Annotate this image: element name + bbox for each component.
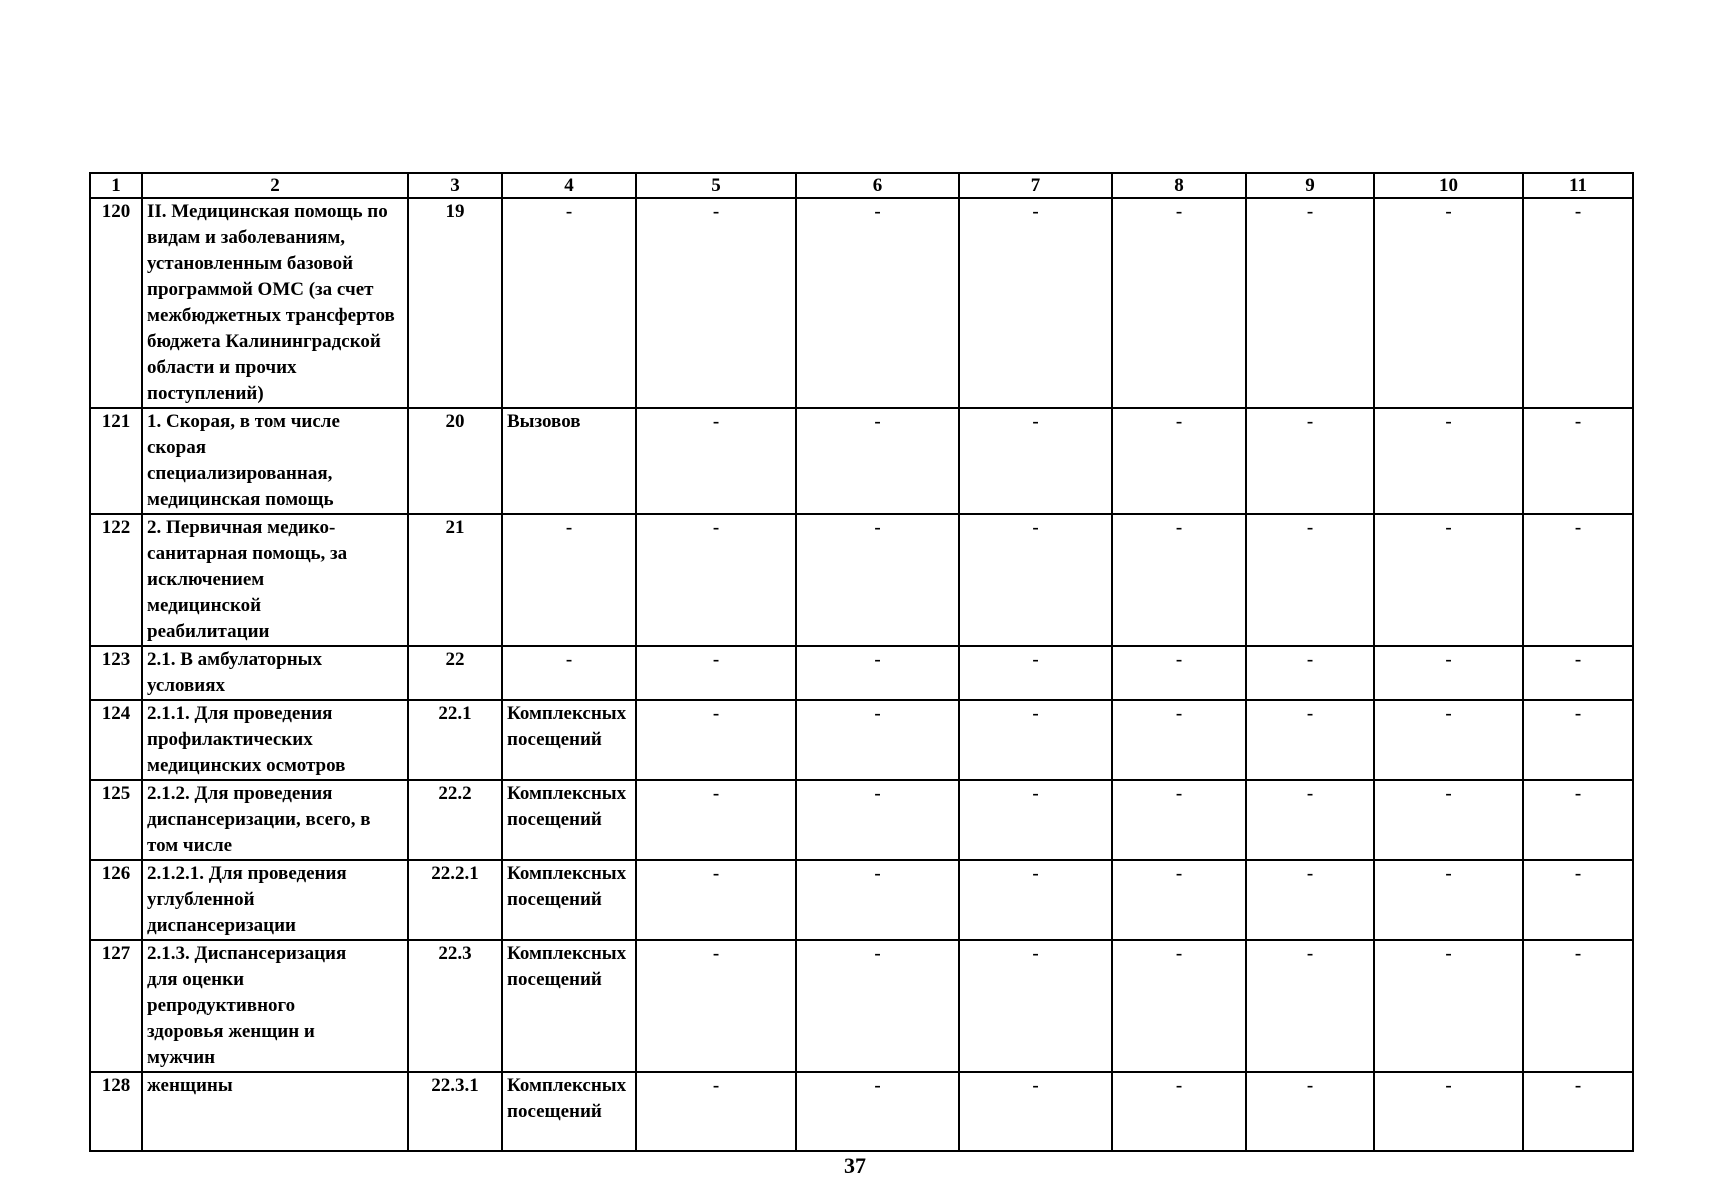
row-unit-cell-text: Комплексных посещений [507, 943, 627, 990]
row-value-cell: - [959, 1072, 1112, 1151]
row-value-cell: - [1112, 408, 1246, 514]
column-header: 3 [408, 173, 502, 198]
row-value-cell: - [796, 780, 959, 860]
row-value-cell: - [636, 408, 796, 514]
table-row [90, 1072, 1633, 1151]
row-value-cell: - [1374, 514, 1523, 646]
row-unit-cell [502, 780, 636, 860]
row-value-cell: - [796, 1072, 959, 1151]
row-unit-cell-text: Комплексных посещений [507, 863, 627, 910]
row-value-cell: - [1112, 700, 1246, 780]
row-value-cell: - [1246, 860, 1374, 940]
row-name-cell-text: II. Медицинская помощь по видам и заболеваниям, установленным базовой программой ОМС (за счет межбюджетных трансфертов бюджета Калининградской области и прочих поступлений) [147, 201, 395, 404]
row-code-cell: 22 [408, 646, 502, 700]
row-value-cell: - [636, 860, 796, 940]
row-value-cell: - [636, 940, 796, 1072]
row-value-cell: - [796, 940, 959, 1072]
row-name-cell-text: 2.1.2.1. Для проведения углубленной диспансеризации [147, 863, 347, 936]
column-header: 1 [90, 173, 142, 198]
row-value-cell: - [1374, 1072, 1523, 1151]
row-code-cell: 21 [408, 514, 502, 646]
data-table [89, 172, 1634, 1152]
row-name-cell-text: женщины [147, 1075, 233, 1096]
row-value-cell: - [1523, 1072, 1633, 1151]
row-value-cell: - [1523, 408, 1633, 514]
row-value-cell: - [796, 514, 959, 646]
row-unit-cell-text: Вызовов [507, 411, 581, 432]
row-value-cell: - [1246, 1072, 1374, 1151]
row-name-cell-text: 2.1. В амбулаторных условиях [147, 649, 323, 696]
row-value-cell: - [636, 646, 796, 700]
column-header: 4 [502, 173, 636, 198]
row-value-cell: - [1246, 940, 1374, 1072]
column-header: 5 [636, 173, 796, 198]
row-name-cell [142, 514, 408, 646]
row-name-cell [142, 646, 408, 700]
row-unit-cell [502, 940, 636, 1072]
row-name-cell-text: 2. Первичная медико-санитарная помощь, за исключением медицинской реабилитации [147, 517, 348, 642]
row-value-cell: - [796, 198, 959, 408]
row-number-cell: 122 [90, 514, 142, 646]
column-header: 2 [142, 173, 408, 198]
row-name-cell [142, 1072, 408, 1151]
table-row [90, 780, 1633, 860]
row-value-cell: - [1112, 1072, 1246, 1151]
row-value-cell: - [636, 198, 796, 408]
row-value-cell: - [1112, 780, 1246, 860]
row-value-cell: - [959, 408, 1112, 514]
column-header: 6 [796, 173, 959, 198]
row-value-cell: - [1523, 514, 1633, 646]
table-row [90, 198, 1633, 408]
row-name-cell [142, 700, 408, 780]
row-value-cell: - [1112, 198, 1246, 408]
row-name-cell [142, 198, 408, 408]
page-number: 37 [844, 1153, 866, 1178]
row-name-cell [142, 860, 408, 940]
row-value-cell: - [959, 700, 1112, 780]
table-row [90, 514, 1633, 646]
row-unit-cell [502, 408, 636, 514]
row-value-cell: - [1523, 780, 1633, 860]
row-name-cell-text: 1. Скорая, в том числе скорая специализированная, медицинская помощь [147, 411, 340, 510]
table-row [90, 408, 1633, 514]
row-unit-cell: - [502, 514, 636, 646]
row-name-cell [142, 940, 408, 1072]
row-code-cell: 22.3 [408, 940, 502, 1072]
column-header: 11 [1523, 173, 1633, 198]
row-number-cell: 120 [90, 198, 142, 408]
row-value-cell: - [1246, 780, 1374, 860]
row-value-cell: - [636, 700, 796, 780]
row-value-cell: - [796, 860, 959, 940]
row-number-cell: 126 [90, 860, 142, 940]
row-number-cell: 121 [90, 408, 142, 514]
row-value-cell: - [1523, 700, 1633, 780]
row-unit-cell-text: Комплексных посещений [507, 1075, 627, 1122]
row-unit-cell-text: Комплексных посещений [507, 703, 627, 750]
row-value-cell: - [636, 1072, 796, 1151]
row-value-cell: - [1523, 860, 1633, 940]
row-value-cell: - [1374, 646, 1523, 700]
table-row [90, 700, 1633, 780]
table-body [90, 198, 1633, 1151]
row-value-cell: - [1523, 646, 1633, 700]
column-header: 10 [1374, 173, 1523, 198]
row-name-cell [142, 408, 408, 514]
header-row [90, 173, 1633, 198]
row-value-cell: - [1374, 198, 1523, 408]
row-value-cell: - [959, 780, 1112, 860]
row-value-cell: - [1374, 860, 1523, 940]
row-value-cell: - [959, 860, 1112, 940]
row-code-cell: 22.1 [408, 700, 502, 780]
table-row [90, 860, 1633, 940]
row-name-cell-text: 2.1.2. Для проведения диспансеризации, всего, в том числе [147, 783, 371, 856]
row-value-cell: - [1374, 408, 1523, 514]
row-value-cell: - [1246, 700, 1374, 780]
column-header: 7 [959, 173, 1112, 198]
row-name-cell [142, 780, 408, 860]
row-unit-cell [502, 1072, 636, 1151]
table-row [90, 940, 1633, 1072]
row-value-cell: - [1112, 860, 1246, 940]
row-value-cell: - [1374, 780, 1523, 860]
row-unit-cell [502, 860, 636, 940]
row-value-cell: - [1246, 408, 1374, 514]
row-value-cell: - [636, 514, 796, 646]
row-number-cell: 125 [90, 780, 142, 860]
row-code-cell: 22.2.1 [408, 860, 502, 940]
row-unit-cell [502, 700, 636, 780]
row-number-cell: 124 [90, 700, 142, 780]
row-value-cell: - [1374, 940, 1523, 1072]
row-value-cell: - [796, 700, 959, 780]
row-value-cell: - [1523, 198, 1633, 408]
table-row [90, 646, 1633, 700]
row-unit-cell-text: Комплексных посещений [507, 783, 627, 830]
row-value-cell: - [1112, 514, 1246, 646]
row-number-cell: 127 [90, 940, 142, 1072]
column-header: 9 [1246, 173, 1374, 198]
row-number-cell: 123 [90, 646, 142, 700]
row-name-cell-text: 2.1.3. Диспансеризация для оценки репродуктивного здоровья женщин и мужчин [147, 943, 347, 1068]
row-value-cell: - [796, 646, 959, 700]
row-name-cell-text: 2.1.1. Для проведения профилактических медицинских осмотров [147, 703, 346, 776]
row-value-cell: - [959, 646, 1112, 700]
row-value-cell: - [959, 514, 1112, 646]
column-header: 8 [1112, 173, 1246, 198]
row-value-cell: - [1246, 514, 1374, 646]
row-unit-cell: - [502, 198, 636, 408]
row-value-cell: - [1112, 940, 1246, 1072]
row-value-cell: - [959, 198, 1112, 408]
row-value-cell: - [636, 780, 796, 860]
row-number-cell: 128 [90, 1072, 142, 1151]
row-value-cell: - [1246, 646, 1374, 700]
row-value-cell: - [796, 408, 959, 514]
row-code-cell: 22.3.1 [408, 1072, 502, 1151]
row-unit-cell: - [502, 646, 636, 700]
row-code-cell: 19 [408, 198, 502, 408]
row-value-cell: - [959, 940, 1112, 1072]
row-code-cell: 20 [408, 408, 502, 514]
row-value-cell: - [1112, 646, 1246, 700]
row-value-cell: - [1246, 198, 1374, 408]
row-value-cell: - [1523, 940, 1633, 1072]
row-code-cell: 22.2 [408, 780, 502, 860]
row-value-cell: - [1374, 700, 1523, 780]
